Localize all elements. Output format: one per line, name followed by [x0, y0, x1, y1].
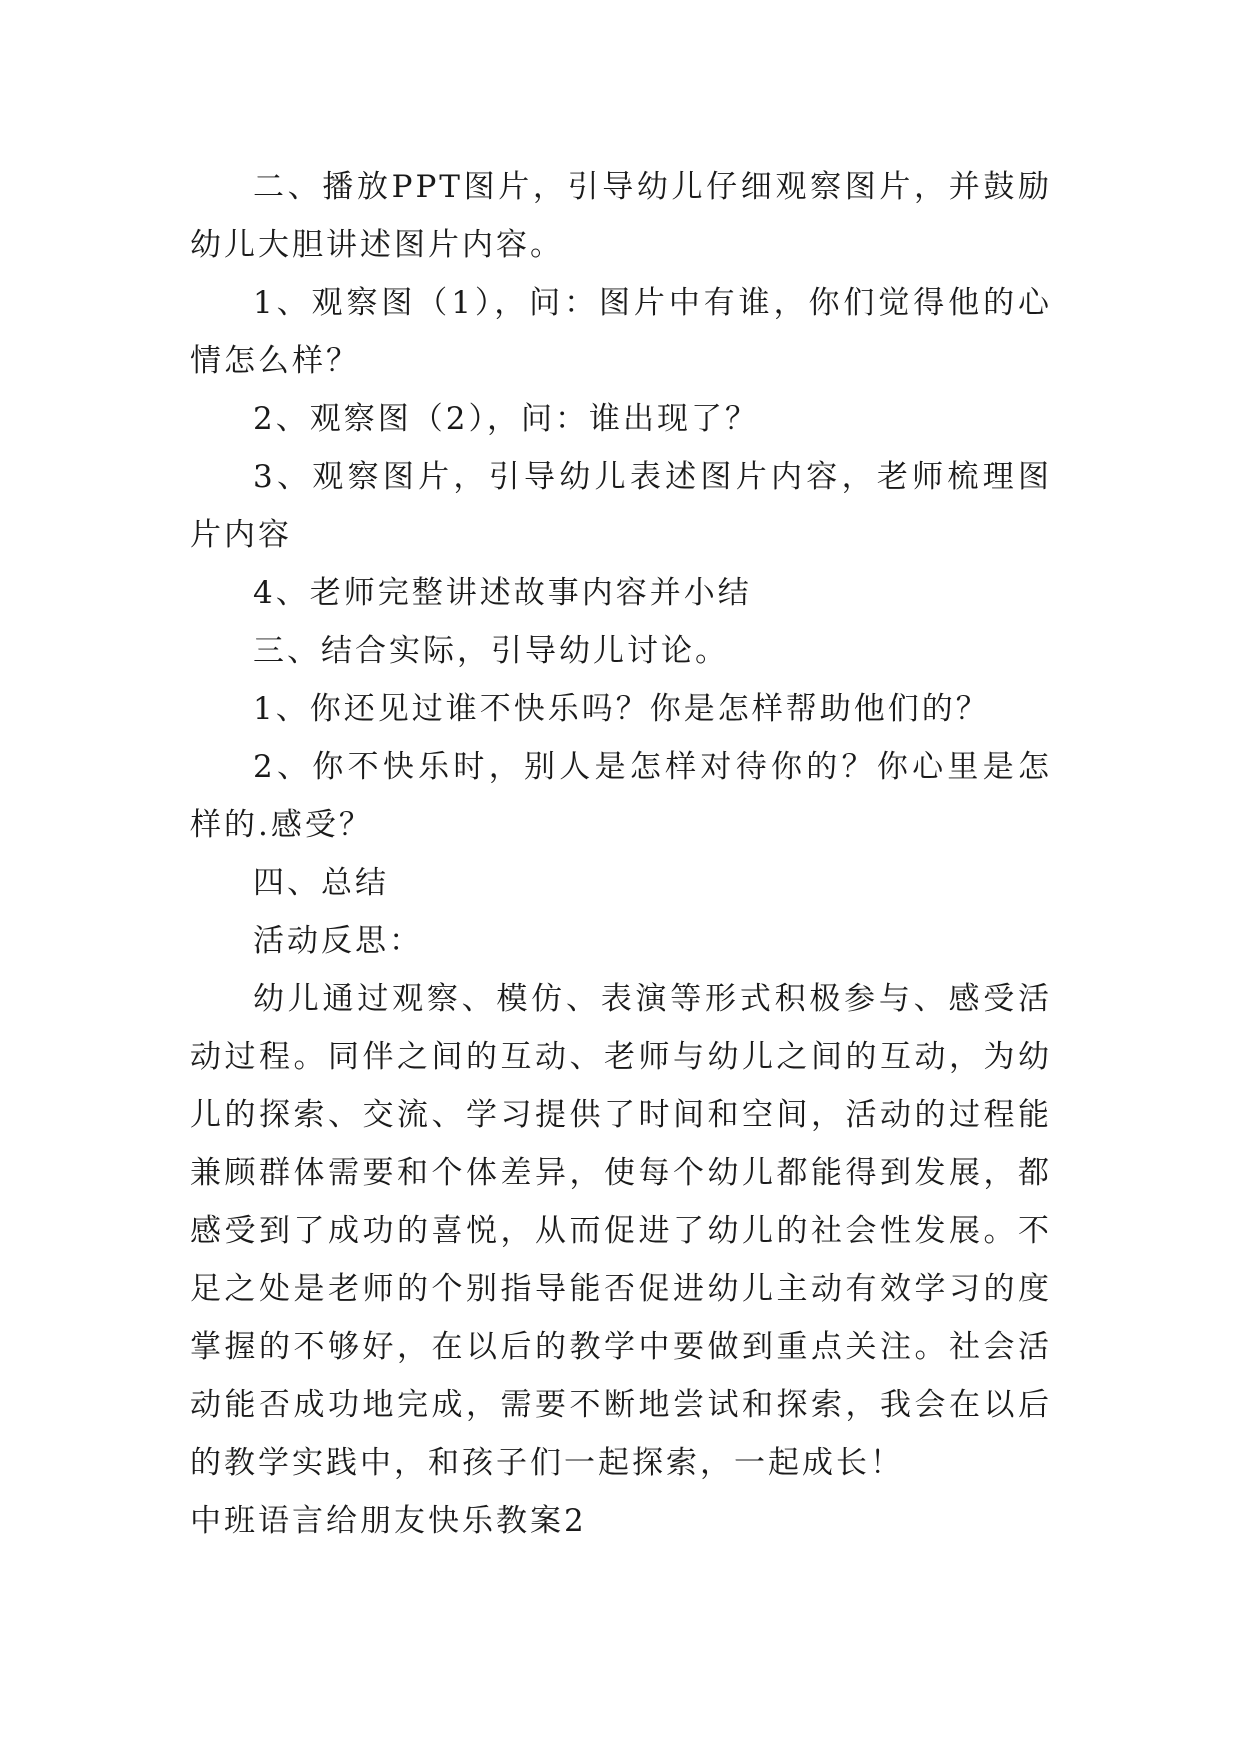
paragraph-observe-3: 3、观察图片，引导幼儿表述图片内容，老师梳理图片内容: [190, 459, 1052, 553]
paragraph-observe-2: 2、观察图（2），问：谁出现了？: [253, 401, 759, 437]
document-page: [190, 158, 1052, 1550]
paragraph-step-two: 二、播放PPT图片，引导幼儿仔细观察图片，并鼓励幼儿大胆讲述图片内容。: [190, 169, 1052, 263]
paragraph-observe-1: 1、观察图（1），问：图片中有谁，你们觉得他的心情怎么样？: [190, 285, 1052, 379]
paragraph-step-three: 三、结合实际，引导幼儿讨论。: [253, 633, 729, 669]
paragraph-step-four: 四、总结: [253, 865, 389, 901]
next-lesson-title: 中班语言给朋友快乐教案2: [190, 1503, 587, 1539]
paragraph-teacher-summary: 4、老师完整讲述故事内容并小结: [253, 575, 752, 611]
paragraph-question-1: 1、你还见过谁不快乐吗？你是怎样帮助他们的？: [253, 691, 990, 727]
paragraph-reflection-body: 幼儿通过观察、模仿、表演等形式积极参与、感受活动过程。同伴之间的互动、老师与幼儿之间的互动，为幼儿的探索、交流、学习提供了时间和空间，活动的过程能兼顾群体需要和个体差异，使每个幼儿都能得到发展，都感受到了成功的喜悦，从而促进了幼儿的社会性发展。不足之处是老师的个别指导能否促进幼儿主动有效学习的度掌握的不够好，在以后的教学中要做到重点关注。社会活动能否成功地完成，需要不断地尝试和探索，我会在以后的教学实践中，和孩子们一起探索，一起成长！: [190, 981, 1052, 1481]
paragraph-reflection-label: 活动反思：: [253, 923, 423, 959]
paragraph-question-2: 2、你不快乐时，别人是怎样对待你的？你心里是怎样的.感受？: [190, 749, 1052, 843]
